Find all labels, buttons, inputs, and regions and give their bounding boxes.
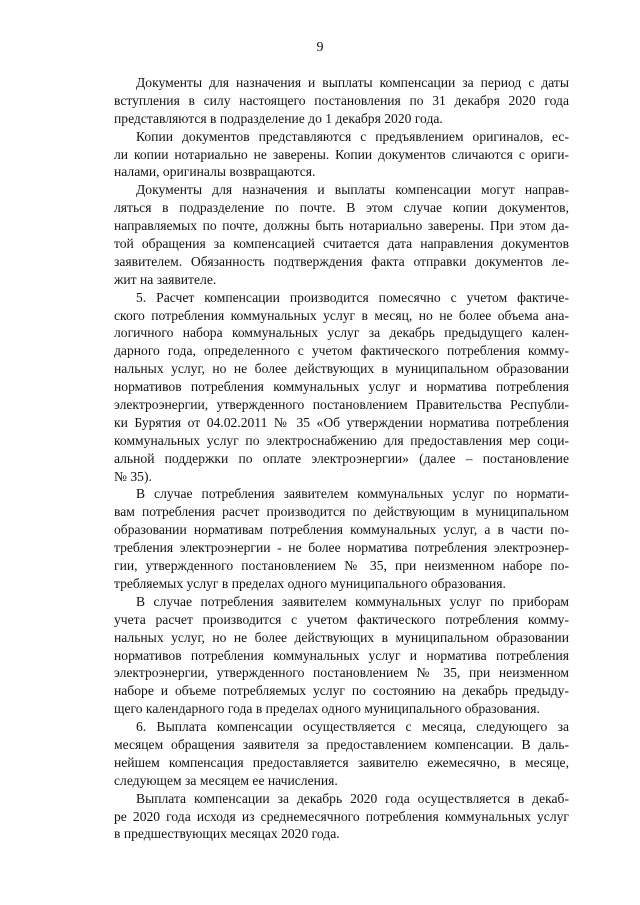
text-line: ре 2020 года исходя из среднемесячного потребления коммунальных услуг [114,808,569,824]
text-line: коммунальных услуг по электроснабжению для предоставления мер соци- [114,432,569,448]
paragraph [114,485,569,592]
text-line: ки Бурятия от 04.02.2011 № 35 «Об утверждении норматива потребления [114,414,569,430]
text-line: вступления в силу настоящего постановления по 31 декабря 2020 года [114,92,569,108]
paragraph [114,128,569,182]
text-line: В случае потребления заявителем коммунальных услуг по нормати- [136,486,569,502]
text-line: нейшем компенсация предоставляется заявителю ежемесячно, в месяце, [114,754,569,770]
text-line: налами, оригиналы возвращаются. [114,164,316,180]
document-body [114,74,569,843]
text-line: щего календарного года в пределах одного муниципального образования. [114,701,540,717]
text-line: требляемых услуг в пределах одного муниципального образования. [114,575,506,591]
text-line: электроэнергии, утвержденного постановлением Правительства Республи- [114,397,569,413]
text-line: следующем за месяцем ее начисления. [114,772,338,788]
text-line: ли копии нотариально не заверены. Копии документов сличаются с ориги- [114,146,569,162]
text-line: альной поддержки по оплате электроэнергии» (далее – постановление [114,450,569,466]
text-line: ского потребления коммунальных услуг в месяц, но не более объема ана- [114,307,569,323]
text-line: наборе и объеме потребляемых услуг по состоянию на декабрь предыду- [114,683,569,699]
text-line: той обращения за компенсацией считается дата направления документов [114,236,569,252]
text-line: в предшествующих месяцах 2020 года. [114,826,340,842]
text-line: жит на заявителе. [114,271,217,287]
text-line: 6. Выплата компенсации осуществляется с месяца, следующего за [136,719,569,735]
text-line: Выплата компенсации за декабрь 2020 года осуществляется в декаб- [136,790,569,806]
text-line: Копии документов представляются с предъявлением оригиналов, ес- [136,128,569,144]
text-line: нальных услуг, но не более действующих в муниципальном образовании [114,361,569,377]
paragraph [114,593,569,718]
text-line: представляются в подразделение до 1 декабря 2020 года. [114,110,443,126]
text-line: нормативов потребления коммунальных услуг и норматива потребления [114,379,569,395]
text-line: нормативов потребления коммунальных услуг и норматива потребления [114,647,569,663]
text-line: заявителем. Обязанность подтверждения факта отправки документов ле- [114,253,569,269]
text-line: дарного года, определенного с учетом фактического потребления комму- [114,343,569,359]
text-line: требления электроэнергии - не более норматива потребления электроэнер- [114,540,569,556]
text-line: Документы для назначения и выплаты компенсации за период с даты [136,75,569,90]
text-line: ляться в подразделение по почте. В этом случае копии документов, [114,200,569,216]
text-line: образовании нормативам потребления коммунальных услуг, а в части по- [114,522,569,538]
paragraph [114,790,569,844]
text-line: В случае потребления заявителем коммунальных услуг по приборам [136,593,569,609]
text-line: гии, утвержденного постановлением № 35, при неизменном наборе по- [114,558,569,574]
text-line: электроэнергии, утвержденного постановлением № 35, при неизменном [114,665,569,681]
text-line: логичного набора коммунальных услуг за декабрь предыдущего кален- [114,325,569,341]
text-line: нальных услуг, но не более действующих в муниципальном образовании [114,629,569,645]
text-line: учета расчет производится с учетом фактического потребления комму- [114,611,569,627]
page-number: 9 [316,40,324,55]
text-line: вам потребления расчет производится по действующим в муниципальном [114,504,569,520]
text-line: направляемых по почте, должны быть нотариально заверены. При этом да- [114,218,569,234]
paragraph [114,74,569,128]
paragraph [114,181,569,288]
text-line: № 35). [114,468,152,484]
paragraph [114,718,569,790]
text-line: месяцем обращения заявителя за предоставлением компенсации. В даль- [114,736,569,752]
text-line: Документы для назначения и выплаты компенсации могут направ- [136,182,569,198]
paragraph [114,289,569,486]
text-line: 5. Расчет компенсации производится помесячно с учетом фактиче- [136,289,569,305]
